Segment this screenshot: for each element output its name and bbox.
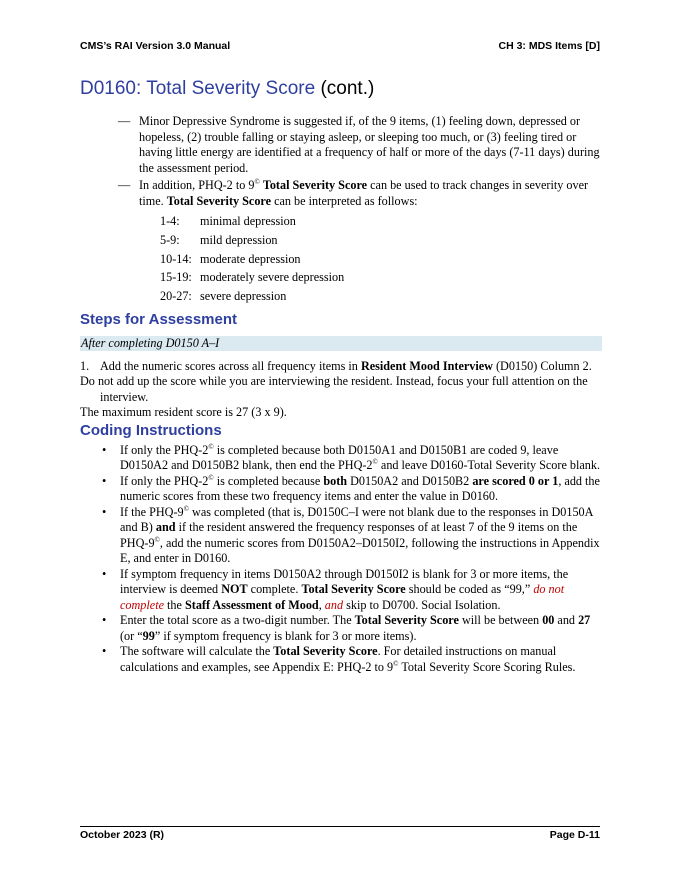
bullet-text: Total Severity Score Scoring Rules. bbox=[401, 659, 576, 674]
footer-page-number: Page D-11 bbox=[549, 829, 600, 841]
bullet-bold: Total Severity Score bbox=[354, 613, 459, 628]
bullet-bold: Staff Assessment of Mood bbox=[184, 597, 319, 612]
copyright-mark: © bbox=[372, 458, 378, 467]
intro-bold: Total Severity Score bbox=[262, 178, 368, 192]
dash-mark: — bbox=[118, 178, 131, 192]
bullet-bold: 00 bbox=[542, 613, 555, 628]
bullet-text: ” if symptom frequency is blank for 3 or more items). bbox=[154, 628, 417, 643]
intro-text: can be used to track changes in severity over time. bbox=[139, 178, 589, 208]
bullet-bold: 27 bbox=[578, 613, 591, 628]
step-note-1: Do not add up the score while you are interviewing the resident. Instead, focus your full attention on the interview. bbox=[80, 374, 588, 404]
bullet-dot: • bbox=[102, 504, 107, 519]
bullet-text: (or “ bbox=[120, 628, 143, 643]
scale-row bbox=[160, 212, 602, 231]
page-content bbox=[80, 114, 602, 675]
bullet-text: If the PHQ-9 bbox=[120, 504, 184, 519]
bullet-text: The software will calculate the bbox=[120, 644, 271, 659]
scale-label: mild depression bbox=[200, 232, 278, 247]
scale-label: minimal depression bbox=[200, 214, 296, 228]
bullet-text: should be coded as “99,” bbox=[408, 582, 531, 597]
scale-label: severe depression bbox=[200, 289, 287, 304]
title-cont: (cont.) bbox=[320, 78, 375, 99]
step-note-2: The maximum resident score is 27 (3 x 9). bbox=[80, 405, 287, 420]
bullet-bold: NOT bbox=[221, 582, 248, 597]
step-text: Add the numeric scores across all frequency items in bbox=[100, 358, 358, 373]
copyright-mark: © bbox=[154, 535, 160, 544]
bullet-text: , bbox=[318, 597, 322, 612]
step-bold: Resident Mood Interview bbox=[360, 358, 493, 373]
bullet-bold: 99 bbox=[142, 628, 155, 643]
bullet-bold: and bbox=[155, 520, 176, 535]
copyright-mark: © bbox=[393, 659, 399, 668]
severity-scale bbox=[160, 212, 602, 306]
steps-heading: Steps for Assessment bbox=[80, 310, 238, 328]
bullet-text: is completed because bbox=[216, 473, 321, 488]
bullet-text: if the resident answered the frequency responses of at least 7 of the 9 items on the PHQ-9 bbox=[120, 520, 578, 550]
intro-text: In addition, PHQ-2 to 9 bbox=[139, 178, 255, 192]
bullet-text: skip to D0700. Social Isolation. bbox=[346, 597, 501, 612]
steps-band: After completing D0150 A–I bbox=[80, 336, 602, 351]
coding-bullet-4 bbox=[80, 567, 602, 614]
coding-bullet-3 bbox=[80, 505, 602, 567]
bullet-bold: both bbox=[323, 473, 348, 488]
copyright-mark: © bbox=[183, 504, 189, 513]
coding-bullet-2 bbox=[80, 474, 602, 505]
bullet-text: If only the PHQ-2 bbox=[120, 473, 209, 488]
dash-mark: — bbox=[118, 114, 131, 128]
bullet-text: If symptom frequency in items D0150A2 through D0150I2 is blank for 3 or more items, the interview is deemed bbox=[120, 566, 569, 597]
intro-item-1-text: Minor Depressive Syndrome is suggested if, of the 9 items, (1) feeling down, depressed or hopeless, (2) trouble falling or staying asleep, or sleeping too much, or (3) feeling tired or having little energy are identified at a frequency of half or more of the days (7-11 days) during the assessment period. bbox=[139, 114, 600, 175]
bullet-text: If only the PHQ-2 bbox=[120, 442, 209, 457]
title-main: D0160: Total Severity Score bbox=[80, 78, 316, 99]
bullet-text: and bbox=[557, 613, 576, 628]
scale-row bbox=[160, 231, 602, 250]
bullet-bold: are scored 0 or 1 bbox=[472, 473, 559, 488]
scale-range: 1-4: bbox=[160, 214, 180, 228]
coding-heading: Coding Instructions bbox=[80, 421, 222, 439]
bullet-text: was completed (that is, D0150C–I were not blank due to the responses in D0150A and B) bbox=[120, 504, 593, 535]
coding-bullet-1 bbox=[80, 443, 602, 474]
bullet-text: , add the numeric scores from these two frequency items and enter the value in D0160. bbox=[120, 473, 600, 504]
page-header bbox=[80, 40, 600, 56]
intro-bold: Total Severity Score bbox=[166, 193, 272, 208]
bullet-dot: • bbox=[102, 613, 107, 628]
scale-range: 5-9: bbox=[160, 232, 180, 247]
bullet-dot: • bbox=[102, 442, 107, 457]
scale-row bbox=[160, 268, 602, 287]
bullet-bold: Total Severity Score bbox=[301, 582, 406, 597]
bullet-dot: • bbox=[102, 644, 107, 659]
header-chapter: CH 3: MDS Items [D] bbox=[498, 40, 600, 52]
footer-date: October 2023 (R) bbox=[80, 829, 165, 841]
copyright-mark: © bbox=[254, 178, 260, 186]
bullet-text: is completed because both D0150A1 and D0150B1 are coded 9, leave D0150A2 and D0150B2 blank, then end the PHQ-2 bbox=[120, 442, 559, 473]
scale-label: moderate depression bbox=[200, 251, 301, 266]
page-title bbox=[80, 78, 374, 100]
bullet-text: Enter the total score as a two-digit number. The bbox=[120, 613, 352, 628]
bullet-text: complete. bbox=[250, 582, 299, 597]
bullet-text: D0150A2 and D0150B2 bbox=[350, 473, 470, 488]
intro-item-1 bbox=[80, 114, 602, 176]
bullet-text: . For detailed instructions on manual calculations and examples, see Appendix E: PHQ-2 to 9 bbox=[120, 644, 557, 674]
scale-range: 20-27: bbox=[160, 289, 192, 304]
step-text: (D0150) Column 2. bbox=[496, 358, 592, 373]
step-1 bbox=[80, 359, 602, 375]
step-number: 1. bbox=[80, 358, 90, 373]
scale-label: moderately severe depression bbox=[200, 270, 345, 285]
intro-text: can be interpreted as follows: bbox=[274, 193, 418, 208]
bullet-text: the bbox=[167, 597, 182, 612]
bullet-bold: Total Severity Score bbox=[273, 644, 378, 659]
bullet-dot: • bbox=[102, 566, 107, 581]
scale-row bbox=[160, 287, 602, 306]
scale-range: 15-19: bbox=[160, 270, 192, 285]
bullet-text: and leave D0160-Total Severity Score blank. bbox=[380, 458, 601, 473]
scale-row bbox=[160, 250, 602, 269]
bullet-text: , add the numeric scores from D0150A2–D0150I2, following the instructions in Appendix E, and enter in D0160. bbox=[120, 535, 600, 566]
copyright-mark: © bbox=[208, 473, 214, 482]
bullet-emphasis: do not complete bbox=[120, 582, 565, 612]
coding-bullet-5 bbox=[80, 613, 602, 644]
coding-bullet-6 bbox=[80, 644, 602, 675]
copyright-mark: © bbox=[208, 442, 214, 451]
header-manual-title: CMS’s RAI Version 3.0 Manual bbox=[80, 40, 231, 52]
scale-range: 10-14: bbox=[160, 251, 192, 266]
bullet-text: will be between bbox=[461, 613, 540, 628]
bullet-dot: • bbox=[102, 473, 107, 488]
intro-item-2 bbox=[80, 178, 602, 209]
page-footer bbox=[80, 826, 600, 841]
bullet-emphasis: and bbox=[324, 597, 344, 612]
